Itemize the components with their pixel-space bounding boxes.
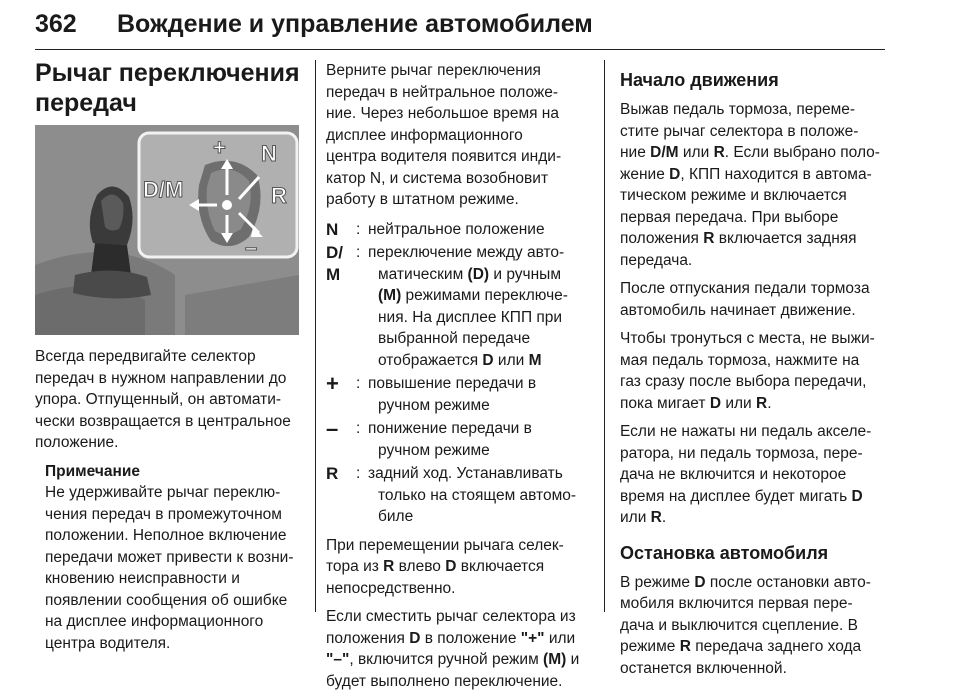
page-header	[35, 4, 885, 48]
left-column-text	[35, 346, 305, 654]
legend-item: + : повышение передачи в ручном режиме	[326, 371, 537, 414]
label-minus: –	[245, 235, 258, 260]
column-divider-right	[604, 60, 605, 612]
note-text: Не удерживайте рычаг переклю- чения передач в промежуточном положении. Неполное включение передачи может привести к возни- кновению неисправности и появлении сообщения об ошибке на дисплее информационного центра водителя.	[45, 484, 294, 652]
header-rule	[35, 49, 885, 50]
paragraph-start-2: После отпускания педали тормоза автомобиль начинает движение.	[620, 280, 870, 319]
column-divider-left	[315, 60, 316, 612]
paragraph-manual-mode: Если сместить рычаг селектора из положения D в положение "+" или "–", включится ручной режим (M) и будет выполнено переключение.	[326, 608, 580, 690]
gear-lever-svg	[35, 125, 299, 335]
middle-column	[326, 60, 594, 692]
legend-item: N : нейтральное положение	[326, 219, 545, 239]
gear-lever-illustration	[35, 125, 299, 335]
right-column	[620, 68, 900, 679]
page-number: 362	[35, 10, 77, 38]
legend-item: – : понижение передачи в ручном режиме	[326, 416, 532, 459]
paragraph-start-1: Выжав педаль тормоза, переме- стите рычаг селектора в положе- ние D/M или R. Если выбрано поло- жение D, КПП находится в автома- тическом режиме и включается первая передача. При выборе положения R включается задняя передача.	[620, 101, 880, 269]
label-n: N	[261, 141, 277, 166]
label-dm: D/M	[143, 177, 184, 202]
legend-item: R : задний ход. Устанавливать только на стоящем автомо- биле	[326, 464, 577, 525]
paragraph-r-to-d: При перемещении рычага селек- тора из R влево D включается непосредственно.	[326, 536, 564, 597]
chapter-title: Вождение и управление автомобилем	[117, 10, 593, 38]
paragraph-intro: Всегда передвигайте селектор передач в нужном направлении до упора. Отпущенный, он автомати- чески возвращается в центральное положение.	[35, 348, 291, 451]
heading-starting: Начало движения	[620, 70, 779, 90]
paragraph-stop: В режиме D после остановки авто- мобиля включится первая пере- дача и выключится сцепление. В режиме R передача заднего хода останется включенной.	[620, 573, 871, 677]
note-block	[35, 461, 305, 655]
label-r: R	[271, 183, 287, 208]
label-plus: +	[213, 135, 226, 160]
paragraph-return-neutral: Верните рычаг переключения передач в нейтральное положе- ние. Через небольшое время на дисплее информационного центра водителя появится инди- катор N, и система возобновит работу в штатном режиме.	[326, 62, 562, 208]
heading-stopping: Остановка автомобиля	[620, 542, 829, 563]
note-title: Примечание	[45, 462, 140, 480]
gear-position-legend	[326, 219, 594, 528]
section-title: Рычаг переключения передач	[35, 59, 300, 117]
paragraph-start-4: Если не нажаты ни педаль акселе- ратора, ни педаль тормоза, пере- дача не включится и некоторое время на дисплее будет мигать D или R.	[620, 423, 872, 526]
legend-item: D/ M : переключение между авто- матическим (D) и ручным (M) режимами переключе- ния. На дисплее КПП при выбранной передаче отображается D или M	[326, 243, 568, 369]
paragraph-start-3: Чтобы тронуться с места, не выжи- мая педаль тормоза, нажмите на газ сразу после выбора передачи, пока мигает D или R.	[620, 330, 875, 412]
left-column-top	[35, 58, 305, 118]
